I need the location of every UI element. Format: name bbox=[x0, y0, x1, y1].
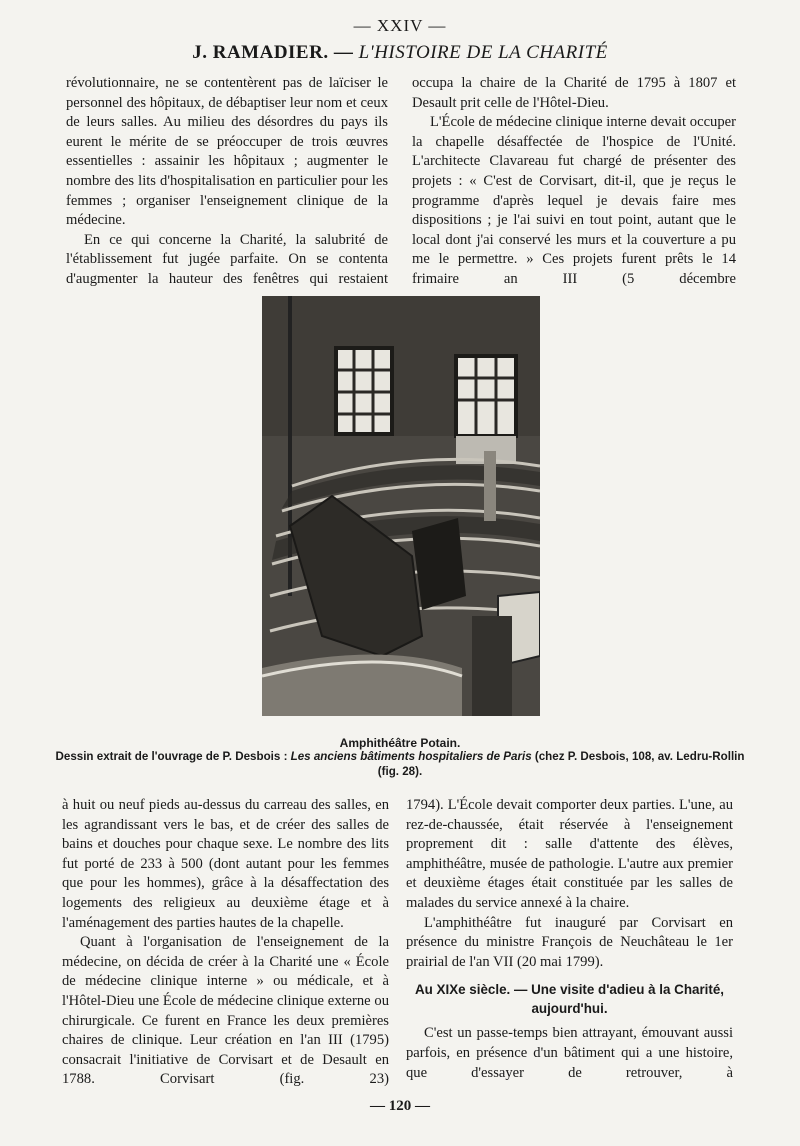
caption-suffix: (chez P. Desbois, 108, av. Ledru-Rollin (fig. 28). bbox=[377, 750, 745, 778]
paragraph: occupa la chaire de la Charité de 1795 à 1807 et Desault prit celle de l'Hôtel-Dieu. bbox=[412, 75, 736, 111]
running-header bbox=[60, 42, 740, 64]
section-heading: Au XIXe siècle. — Une visite d'adieu à la Charité, aujourd'hui. bbox=[414, 982, 725, 1017]
roman-page-numeral: — XXIV — bbox=[353, 16, 447, 35]
paragraph: L'École de médecine clinique interne devait occuper la chapelle désaffectée de l'hospice de l'Unité. L'architecte Clavareau fut chargé de présenter des projets : « C'est de Corvisart, dit-il, que je reçus le programme d'après lequel je devais faire mes dispositions ; je l'ai suivi en tout point, autant que le local dont j'ai conservé les murs et la couverture a pu me le permettre. » Ces projets furent prêts le 14 frimaire an III (5 décembre bbox=[412, 114, 736, 287]
header-author: J. RAMADIER. bbox=[192, 42, 329, 63]
top-left-column bbox=[66, 74, 388, 290]
amphitheatre-illustration bbox=[262, 296, 540, 716]
page-number: — 120 — bbox=[370, 1098, 430, 1114]
paragraph: révolutionnaire, ne se contentèrent pas de laïciser le personnel des hôpitaux, de débaptiser leur nom et ceux de leurs salles. Au milieu des désordres du pays ils eurent le mérite de se préoccuper de trois œuvres essentielles : assainir les hôpitaux ; augmenter le nombre des lits d'hospitalisation en particulier pour les femmes ; organiser l'enseignement clinique de la médecine. bbox=[66, 75, 388, 229]
bottom-left-column bbox=[62, 796, 389, 1090]
paragraph: L'amphithéâtre fut inauguré par Corvisart en présence du ministre François de Neuchâteau le 1er prairial de l'an VII (20 mai 1799). bbox=[406, 914, 733, 970]
paragraph: 1794). L'École devait comporter deux parties. L'une, au rez-de-chaussée, était réservée à l'enseignement proprement dit : salle d'attente des élèves, amphithéâtre, musée de pathologie. L'autre aux premier et deuxième étages était constituée par les salles de malades du service annexé à la chaire. bbox=[406, 797, 733, 911]
right-window bbox=[456, 356, 516, 464]
header-title: L'HISTOIRE DE LA CHARITÉ bbox=[358, 42, 608, 63]
bottom-right-column bbox=[406, 796, 733, 1083]
paragraph: Quant à l'organisation de l'enseignement de la médecine, on décida de créer à la Charité une « École de médecine clinique interne » ou médicale, et à l'Hôtel-Dieu une École de médecine clinique externe ou chirurgicale. Ce furent en France les deux premières chaires de clinique. Leur création en l'an III (1795) consacrait l'initiative de Corvisart et de Desault en 1788. Corvisart (fig. 23) bbox=[62, 934, 389, 1088]
paragraph: C'est un passe-temps bien attrayant, émouvant aussi parfois, en présence d'un bâtiment qui a une histoire, que d'essayer de retrouver, à bbox=[406, 1025, 733, 1081]
figure-caption-credit bbox=[50, 749, 750, 779]
amphitheatre-drawing bbox=[262, 296, 540, 716]
top-right-column bbox=[412, 74, 736, 290]
header-dash: — bbox=[328, 42, 359, 63]
caption-book-title: Les anciens bâtiments hospitaliers de Paris bbox=[290, 750, 532, 763]
paragraph: En ce qui concerne la Charité, la salubrité de l'établissement fut jugée parfaite. On se contenta d'augmenter la hauteur des fenêtres qui restaient bbox=[66, 231, 388, 287]
caption-prefix: Dessin extrait de l'ouvrage de P. Desbois : bbox=[55, 750, 291, 763]
left-window bbox=[336, 348, 392, 434]
paragraph: à huit ou neuf pieds au-dessus du carreau des salles, en les agrandissant vers le bas, et de créer des salles de bains et douches pour chaque sexe. Le nombre des lits fut porté de 233 à 500 (dont autant pour les femmes que pour les hommes), grâce à la désaffectation des logements des religieux au deuxième étage et à l'aménagement des parties hautes de la chapelle. bbox=[62, 797, 389, 931]
figure-caption-title: Amphithéâtre Potain. bbox=[339, 736, 461, 750]
